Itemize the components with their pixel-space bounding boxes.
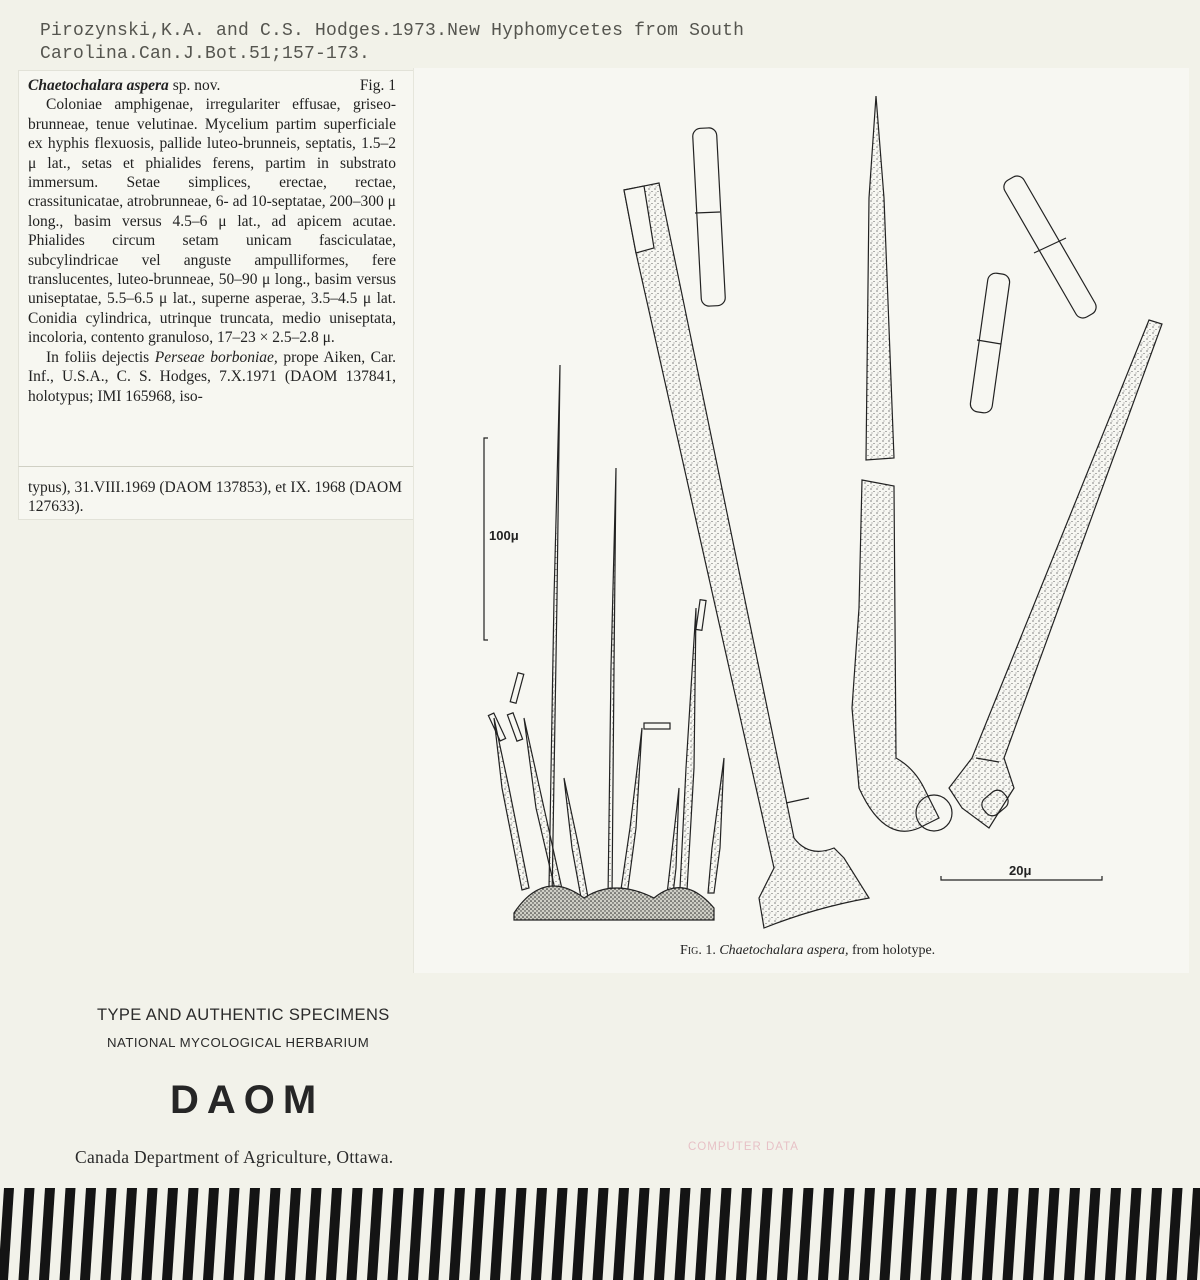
fungus-illustration xyxy=(414,68,1189,973)
stripe xyxy=(1085,1188,1101,1280)
stripe xyxy=(593,1188,609,1280)
diagonal-stripe-band xyxy=(0,1188,1200,1280)
stripe xyxy=(80,1188,96,1280)
label-type-specimens: TYPE AND AUTHENTIC SPECIMENS xyxy=(97,1006,390,1024)
stripe xyxy=(449,1188,465,1280)
scale-bar-100 xyxy=(484,438,488,640)
stripe xyxy=(736,1188,752,1280)
stripe xyxy=(285,1188,301,1280)
stripe xyxy=(408,1188,424,1280)
stripe xyxy=(142,1188,158,1280)
stripe xyxy=(265,1188,281,1280)
label-institution: Canada Department of Agriculture, Ottawa. xyxy=(75,1147,394,1167)
stripe xyxy=(839,1188,855,1280)
seta-left xyxy=(549,365,560,898)
stripe xyxy=(531,1188,547,1280)
stripe xyxy=(224,1188,240,1280)
stripe xyxy=(572,1188,588,1280)
stripe xyxy=(880,1188,896,1280)
caption-rest: from holotype. xyxy=(851,943,936,958)
stripe xyxy=(39,1188,55,1280)
stripe xyxy=(634,1188,650,1280)
stripe xyxy=(244,1188,260,1280)
stripe xyxy=(183,1188,199,1280)
stripe xyxy=(429,1188,445,1280)
conidium-2 xyxy=(969,272,1010,414)
citation-line-1: Pirozynski,K.A. and C.S. Hodges.1973.New Hyphomycetes from South xyxy=(40,21,745,41)
citation-typed xyxy=(40,20,800,66)
stripe xyxy=(675,1188,691,1280)
p2-start: In foliis dejectis xyxy=(46,348,150,366)
stripe xyxy=(777,1188,793,1280)
species-suffix: sp. nov. xyxy=(172,77,221,94)
label-herbarium: NATIONAL MYCOLOGICAL HERBARIUM xyxy=(107,1035,370,1050)
stripe xyxy=(921,1188,937,1280)
label-acronym: DAOM xyxy=(170,1078,325,1122)
stripe xyxy=(19,1188,35,1280)
stripe xyxy=(1044,1188,1060,1280)
continuation-text: typus), 31.VIII.1969 (DAOM 137853), et IX. 1968 (DAOM 127633). xyxy=(28,479,402,516)
citation-line-2: Carolina.Can.J.Bot.51;157-173. xyxy=(40,44,371,64)
stripe xyxy=(490,1188,506,1280)
fig-reference: Fig. 1 xyxy=(359,77,396,94)
stripe xyxy=(1167,1188,1183,1280)
stripe xyxy=(121,1188,137,1280)
p2-host: Perseae borboniae, xyxy=(154,348,278,366)
stripe xyxy=(203,1188,219,1280)
stripe xyxy=(162,1188,178,1280)
stripe xyxy=(0,1188,14,1280)
figure-caption xyxy=(680,943,935,959)
stripe xyxy=(367,1188,383,1280)
conidium-1 xyxy=(692,127,725,306)
stripe xyxy=(388,1188,404,1280)
seta-right xyxy=(608,468,616,898)
phialide-large xyxy=(624,183,869,928)
computer-data-stamp: COMPUTER DATA xyxy=(688,1141,799,1153)
stripe xyxy=(654,1188,670,1280)
stripe xyxy=(613,1188,629,1280)
stripe xyxy=(982,1188,998,1280)
seta-tip xyxy=(866,96,894,460)
description-heading xyxy=(28,76,396,95)
stripe xyxy=(1105,1188,1121,1280)
stripe xyxy=(470,1188,486,1280)
stripe xyxy=(306,1188,322,1280)
latin-description xyxy=(28,76,396,406)
stripe xyxy=(1064,1188,1080,1280)
stripe xyxy=(511,1188,527,1280)
conidium-3 xyxy=(1001,173,1099,321)
stripe xyxy=(859,1188,875,1280)
description-continuation xyxy=(28,478,402,517)
stripe xyxy=(798,1188,814,1280)
caption-fig: Fig. 1. xyxy=(680,943,716,958)
stripe xyxy=(716,1188,732,1280)
figure-plate xyxy=(413,68,1189,973)
stripe xyxy=(1187,1188,1200,1280)
stripe xyxy=(101,1188,117,1280)
stripe xyxy=(1126,1188,1142,1280)
species-name: Chaetochalara aspera xyxy=(28,77,169,94)
stripe xyxy=(1146,1188,1162,1280)
scale-label-20: 20μ xyxy=(1009,863,1032,878)
stroma-base xyxy=(514,886,714,920)
stripe xyxy=(60,1188,76,1280)
p2-rest: prope Aiken, Car. Inf., U.S.A., C. S. Hodges, 7.X.1971 (DAOM 137841, holotypus; IMI 165968, iso- xyxy=(28,348,397,405)
caption-species: Chaetochalara aspera, xyxy=(719,943,849,958)
description-paragraph-2 xyxy=(28,348,396,406)
stripe xyxy=(962,1188,978,1280)
description-paragraph-1: Coloniae amphigenae, irregulariter effusae, griseo-brunneae, tenue velutinae. Mycelium partim superficiale ex hyphis flexuosis, pallide luteo-brunneis, septatis, 1.5–2 μ lat., setas et phialides ferens, partim in substrato immersum. Setae simplices, erectae, rectae, crassitunicatae, atrobrunneae, 6- ad 10-septatae, 200–300 μ long., basim versus 4.5–6 μ lat., ad apicem acutae. Phialides circum setam unicam fasciculatae, subcylindricae vel anguste ampulliformes, fere translucentes, luteo-brunneae, 50–90 μ long., basim versus uniseptatae, 5.5–6.5 μ lat., superne asperae, 3.5–4.5 μ lat. Conidia cylindrica, utrinque truncata, medio uniseptata, incoloria, contento granuloso, 17–23 × 2.5–2.8 μ. xyxy=(28,96,396,347)
stripe xyxy=(1003,1188,1019,1280)
seta-base xyxy=(852,480,939,831)
phialide-right xyxy=(949,320,1162,828)
stripe xyxy=(818,1188,834,1280)
stripe xyxy=(757,1188,773,1280)
stripe xyxy=(941,1188,957,1280)
scale-label-100: 100μ xyxy=(489,528,519,543)
stripe xyxy=(1023,1188,1039,1280)
stripe xyxy=(900,1188,916,1280)
stripe xyxy=(326,1188,342,1280)
stripe xyxy=(552,1188,568,1280)
stripe xyxy=(695,1188,711,1280)
stripe xyxy=(347,1188,363,1280)
